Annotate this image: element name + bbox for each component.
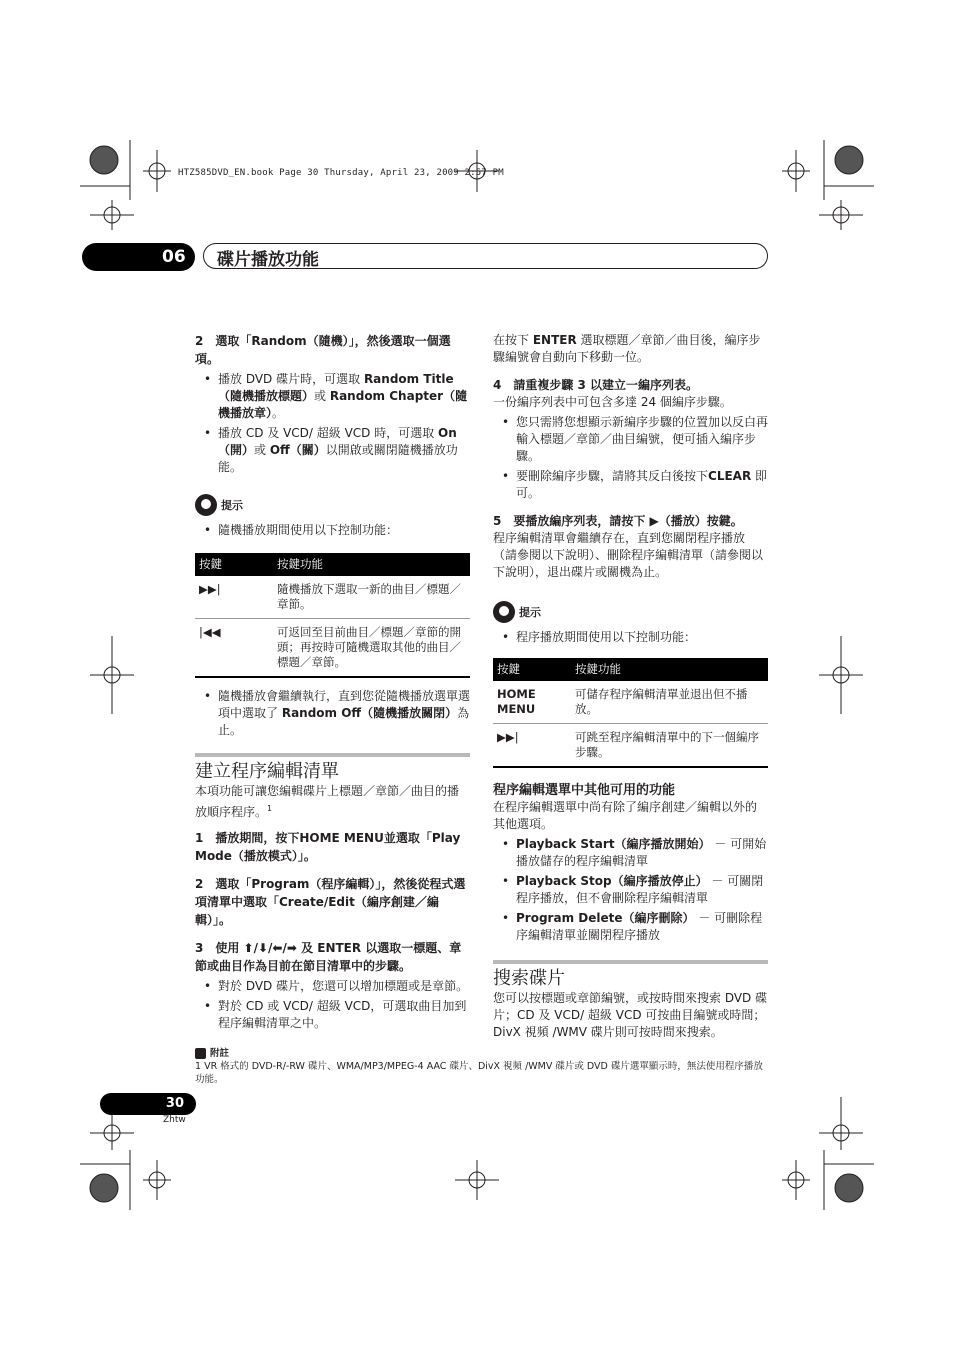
right-column [493, 332, 768, 1041]
table-row: |◀◀ 可返回至目前曲目／標題／章節的開頭；再按時可隨機選取其他的曲目／標題／章節。 [195, 619, 470, 678]
list-item: • 您只需將您想顯示新編序步驟的位置加以反白再輸入標題／章節／曲目編號，便可插入編序步驟。 [493, 414, 768, 465]
enter-note: 在按下 ENTER 選取標題／章節／曲目後，編序步驟編號會自動向下移動一位。 [493, 333, 761, 364]
step-4-text: 一份編序列表中可包含多達 24 個編序步驟。 [493, 395, 732, 409]
table-row: ▶▶| 可跳至程序編輯清單中的下一個編序步驟。 [493, 724, 768, 768]
page-number: 30 [165, 1096, 184, 1111]
left-column [195, 332, 470, 1032]
section-title-program: 建立程序編輯清單 [195, 761, 339, 782]
note-icon [195, 1048, 206, 1059]
random-options-list [195, 371, 470, 476]
list-item: • Playback Stop（編序播放停止） － 可關閉程序播放，但不會刪除程序編輯清單 [493, 873, 768, 907]
list-item: • 播放 DVD 碟片時，可選取 Random Title（隨機播放標題）或 Random Chapter（隨機播放章）。 [195, 371, 470, 422]
search-text: 您可以按標題或章節編號，或按時間來搜索 DVD 碟片；CD 及 VCD/ 超級 VCD 可按曲目編號或時間；DivX 視頻 /WMV 碟片則可按時間來搜索。 [493, 991, 768, 1039]
section-rule [195, 753, 470, 757]
list-item: • 播放 CD 及 VCD/ 超級 VCD 時，可選取 On（開）或 Off（關）以開啟或關閉隨機播放功能。 [195, 425, 470, 476]
key-next-icon: ▶▶| [195, 576, 273, 619]
list-item: • 對於 DVD 碟片，您還可以增加標題或是章節。 [195, 978, 470, 995]
step-3: 3 使用 ⬆/⬇/⬅/➡ 及 ENTER 以選取一標題、章節或曲目作為目前在節目清單中的步驟。 [195, 941, 462, 973]
page-language: Zhtw [163, 1115, 186, 1125]
tip-text: • 程序播放期間使用以下控制功能： [493, 629, 768, 646]
table-row: ▶▶| 隨機播放下選取一新的曲目／標題／章節。 [195, 576, 470, 619]
step-4: 4 請重複步驟 3 以建立一編序列表。 [493, 378, 699, 392]
lightbulb-icon [493, 601, 515, 623]
step-5: 5 要播放編序列表，請按下 ▶（播放）按鍵。 [493, 514, 743, 528]
tip-header: 提示 [493, 601, 768, 623]
random-continue-note: • 隨機播放會繼續執行，直到您從隨機播放選單選項中選取了 Random Off（隨機播放關閉）為止。 [195, 688, 470, 739]
lightbulb-icon [195, 494, 217, 516]
section-title-search: 搜索碟片 [493, 968, 565, 989]
key-prev-icon: |◀◀ [195, 619, 273, 678]
key-next-icon: ▶▶| [493, 724, 571, 768]
print-header: HTZ585DVD_EN.book Page 30 Thursday, April 23, 2009 2:57 PM [178, 168, 504, 178]
table-row: HOME MENU 可儲存程序編輯清單並退出但不播放。 [493, 681, 768, 724]
tip-text: • 隨機播放期間使用以下控制功能： [195, 522, 470, 539]
list-item: • 要刪除編序步驟，請將其反白後按下CLEAR 即可。 [493, 468, 768, 502]
chapter-number: 06 [82, 243, 195, 271]
footnote: 附註 1 VR 格式的 DVD-R/-RW 碟片、WMA/MP3/MPEG-4 AAC 碟片、DivX 視頻 /WMV 碟片或 DVD 碟片選單顯示時，無法使用程序播放功能。 [195, 1047, 770, 1086]
random-controls-table: 按鍵 按鍵功能 ▶▶| 隨機播放下選取一新的曲目／標題／章節。 |◀◀ 可返回至目前曲目／標題／章節的開頭；再按時可隨機選取其他的曲目／標題／章節。 [195, 553, 470, 678]
tip-header: 提示 [195, 494, 470, 516]
step-5-text: 程序編輯清單會繼續存在，直到您關閉程序播放（請參閱以下說明）、刪除程序編輯清單（請參閱以下說明），退出碟片或關機為止。 [493, 531, 764, 579]
step-1: 1 播放期間，按下HOME MENU並選取「Play Mode（播放模式）」。 [195, 831, 461, 863]
section-intro: 本項功能可讓您編輯碟片上標題／章節／曲目的播放順序程序。$^1$ [195, 784, 460, 819]
list-item: • Playback Start（編序播放開始） － 可開始播放儲存的程序編輯清單 [493, 836, 768, 870]
list-item: • Program Delete（編序刪除） － 可刪除程序編輯清單並關閉程序播放 [493, 910, 768, 944]
step-2-random: 2 選取「Random（隨機）」，然後選取一個選項。 [195, 334, 451, 366]
section-rule [493, 960, 768, 964]
chapter-title: 碟片播放功能 [217, 250, 319, 270]
subsection-text: 在程序編輯選單中尚有除了編序創建／編輯以外的其他選項。 [493, 800, 758, 831]
program-controls-table: 按鍵 按鍵功能 HOME MENU 可儲存程序編輯清單並退出但不播放。 ▶▶| 可跳至程序編輯清單中的下一個編序步驟。 [493, 658, 768, 768]
footnote-text: 1 VR 格式的 DVD-R/-RW 碟片、WMA/MP3/MPEG-4 AAC 碟片、DivX 視頻 /WMV 碟片或 DVD 碟片選單顯示時，無法使用程序播放功能。 [195, 1061, 763, 1085]
list-item: • 對於 CD 或 VCD/ 超級 VCD，可選取曲目加到程序編輯清單之中。 [195, 998, 470, 1032]
step-2: 2 選取「Program（程序編輯）」，然後從程式選項清單中選取「Create/Edit（編序創建／編輯）」。 [195, 877, 466, 927]
subsection-title: 程序編輯選單中其他可用的功能 [493, 783, 676, 798]
